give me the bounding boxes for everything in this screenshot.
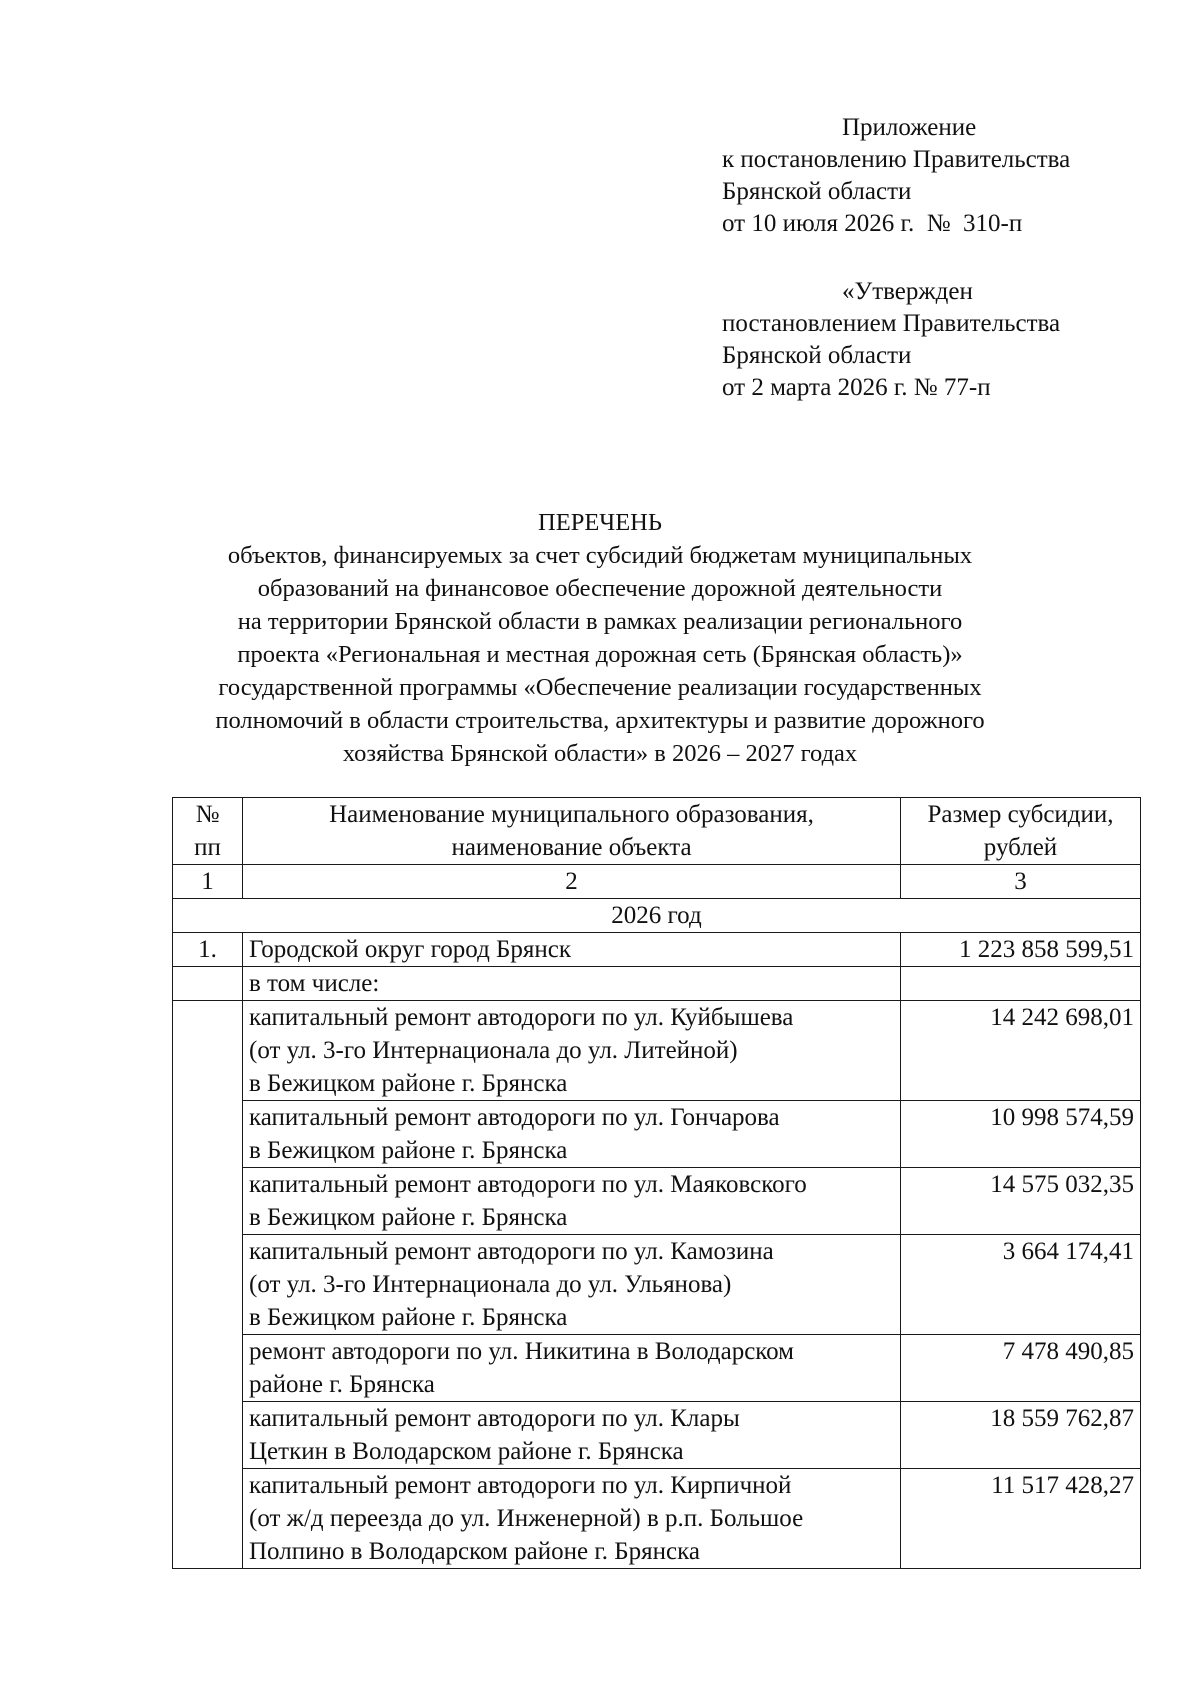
year-label: 2026 год: [173, 899, 1141, 933]
object-name: [243, 1168, 901, 1235]
object-amount: 10 998 574,59: [901, 1101, 1141, 1168]
row-number: [173, 1402, 243, 1469]
row-number: [173, 1001, 243, 1101]
approved-title: «Утвержден: [842, 278, 973, 305]
object-amount: 14 575 032,35: [901, 1168, 1141, 1235]
appendix-line: от 10 июля 2026 г. № 310-п: [722, 210, 1023, 237]
heading-line: проекта «Региональная и местная дорожная сеть (Брянская область)»: [237, 641, 963, 668]
object-name-line: в Бежицком районе г. Брянска: [249, 1204, 568, 1231]
header-name-line: Наименование муниципального образования,: [329, 801, 814, 828]
column-number: 1: [173, 865, 243, 899]
heading-title: ПЕРЕЧЕНЬ: [538, 509, 662, 536]
approved-line: постановлением Правительства: [722, 310, 1061, 337]
subsidy-table: [172, 797, 1141, 1569]
table-row: [173, 1168, 1141, 1235]
object-amount: 18 559 762,87: [901, 1402, 1141, 1469]
municipality-amount: 1 223 858 599,51: [901, 933, 1141, 967]
object-amount: 14 242 698,01: [901, 1001, 1141, 1101]
header-name: [243, 798, 901, 865]
object-name-line: (от ул. 3-го Интернационала до ул. Ульянова): [249, 1271, 732, 1298]
object-name: [243, 1402, 901, 1469]
object-name: [243, 1469, 901, 1569]
appendix-line: к постановлению Правительства: [722, 146, 1071, 173]
approved-block: [722, 276, 1060, 404]
heading-line: хозяйства Брянской области» в 2026 – 2027 годах: [342, 740, 858, 767]
object-name-line: капитальный ремонт автодороги по ул. Гончарова: [249, 1104, 780, 1131]
table-row: [173, 1235, 1141, 1335]
column-number: 3: [901, 865, 1141, 899]
header-amount: [901, 798, 1141, 865]
row-number: [173, 1101, 243, 1168]
including-label: в том числе:: [243, 967, 901, 1001]
header-name-line: наименование объекта: [451, 834, 692, 861]
table-row: [173, 933, 1141, 967]
object-name: [243, 1101, 901, 1168]
table-row: [173, 1001, 1141, 1101]
heading-line: на территории Брянской области в рамках реализации регионального: [237, 608, 963, 635]
object-name-line: капитальный ремонт автодороги по ул. Камозина: [249, 1238, 774, 1265]
table-row: [173, 1101, 1141, 1168]
row-number: 1.: [173, 933, 243, 967]
object-name-line: Цеткин в Володарском районе г. Брянска: [249, 1438, 684, 1465]
appendix-block: [722, 112, 1070, 240]
document-heading: [150, 506, 1050, 770]
approved-line: от 2 марта 2026 г. № 77-п: [722, 374, 991, 401]
header-number-line: пп: [194, 834, 221, 861]
object-name-line: в Бежицком районе г. Брянска: [249, 1137, 568, 1164]
object-name-line: Полпино в Володарском районе г. Брянска: [249, 1538, 700, 1565]
object-name-line: (от ж/д переезда до ул. Инженерной) в р.п. Большое: [249, 1505, 804, 1532]
object-name-line: капитальный ремонт автодороги по ул. Кирпичной: [249, 1472, 792, 1499]
object-name: [243, 1335, 901, 1402]
table-row: [173, 1402, 1141, 1469]
year-row: [173, 899, 1141, 933]
row-number: [173, 1235, 243, 1335]
heading-line: образований на финансовое обеспечение дорожной деятельности: [257, 575, 943, 602]
header-number: [173, 798, 243, 865]
column-numbers-row: [173, 865, 1141, 899]
header-number-line: №: [195, 801, 220, 828]
header-amount-line: Размер субсидии,: [927, 801, 1114, 828]
row-number: [173, 1168, 243, 1235]
row-number: [173, 1469, 243, 1569]
municipality-name: Городской округ город Брянск: [243, 933, 901, 967]
approved-line: Брянской области: [722, 342, 912, 369]
object-name-line: капитальный ремонт автодороги по ул. Клары: [249, 1405, 740, 1432]
appendix-title: Приложение: [842, 114, 977, 141]
object-name-line: ремонт автодороги по ул. Никитина в Володарском: [249, 1338, 795, 1365]
header-amount-line: рублей: [983, 834, 1058, 861]
object-name-line: районе г. Брянска: [249, 1371, 435, 1398]
object-name-line: капитальный ремонт автодороги по ул. Маяковского: [249, 1171, 807, 1198]
row-number: [173, 1335, 243, 1402]
object-name: [243, 1235, 901, 1335]
table-header-row: [173, 798, 1141, 865]
table-row: [173, 1469, 1141, 1569]
object-name-line: в Бежицком районе г. Брянска: [249, 1070, 568, 1097]
row-amount: [901, 967, 1141, 1001]
table-row: [173, 1335, 1141, 1402]
heading-line: полномочий в области строительства, архитектуры и развитие дорожного: [215, 707, 985, 734]
appendix-line: Брянской области: [722, 178, 912, 205]
heading-line: объектов, финансируемых за счет субсидий бюджетам муниципальных: [227, 542, 973, 569]
object-name-line: в Бежицком районе г. Брянска: [249, 1304, 568, 1331]
row-number: [173, 967, 243, 1001]
object-name: [243, 1001, 901, 1101]
object-amount: 7 478 490,85: [901, 1335, 1141, 1402]
object-name-line: (от ул. 3-го Интернационала до ул. Литейной): [249, 1037, 738, 1064]
table-row: [173, 967, 1141, 1001]
object-amount: 3 664 174,41: [901, 1235, 1141, 1335]
object-name-line: капитальный ремонт автодороги по ул. Куйбышева: [249, 1004, 794, 1031]
object-amount: 11 517 428,27: [901, 1469, 1141, 1569]
column-number: 2: [243, 865, 901, 899]
heading-line: государственной программы «Обеспечение реализации государственных: [218, 674, 982, 701]
